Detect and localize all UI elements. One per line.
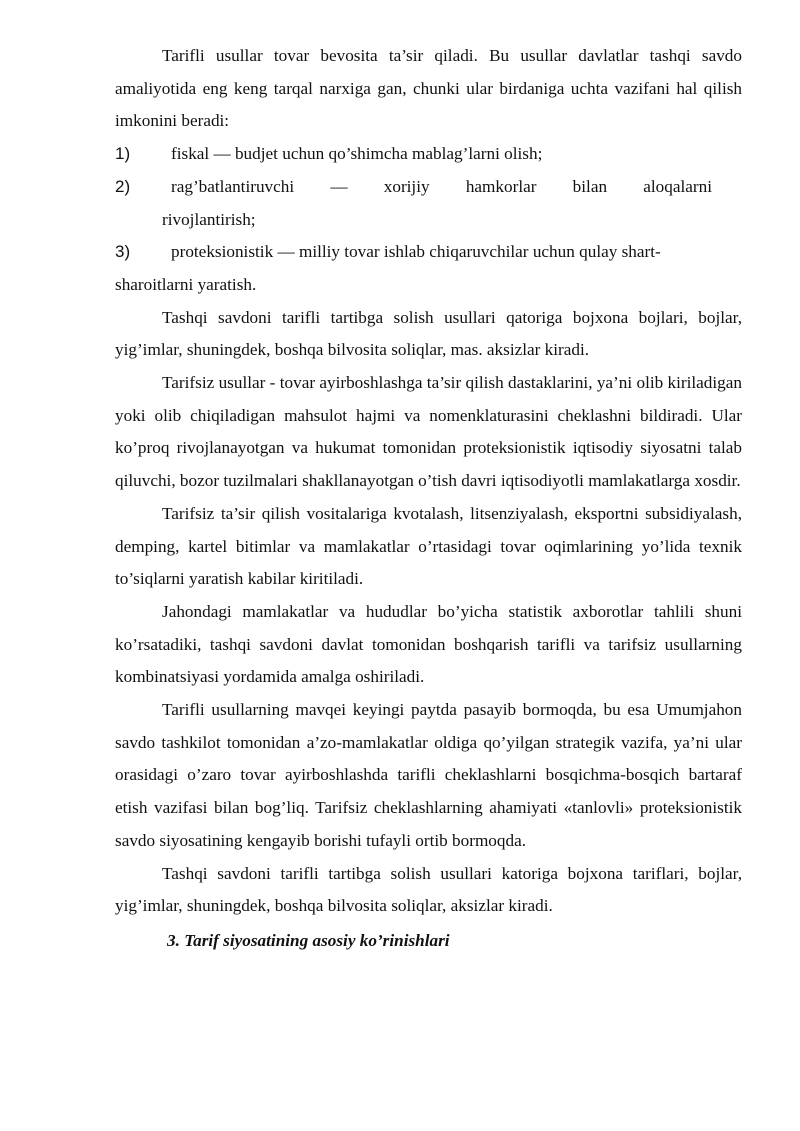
paragraph: Tarifsiz usullar - tovar ayirboshlashga ta’sir qilish dastaklarini, ya’ni olib kiriladigan yoki olib chiqiladigan mahsulot hajmi va nomenklaturasini cheklashni bildiradi. Ular ko’proq rivojlanayotgan va hukumat tomonidan proteksionistik iqtisodiy siyosatni talab qiluvchi, bozor tuzilmalari shakllanayotgan o’tish davri iqtisodiyotli mamlakatlarga xosdir. — [115, 373, 742, 491]
list-word: aloqalarni — [643, 176, 712, 196]
paragraph: Tashqi savdoni tarifli tartibga solish usullari qatoriga bojxona bojlari, bojlar, yig’imlar, shuningdek, boshqa bilvosita soliqlar, mas. aksizlar kiradi. — [115, 307, 742, 360]
document-body — [115, 40, 742, 958]
list-number: 3) — [115, 242, 131, 262]
list-word: hamkorlar — [465, 176, 537, 196]
paragraph: Tarifli usullarning mavqei keyingi paytda pasayib bormoqda, bu esa Umumjahon savdo tashkilot tomonidan a’zo-mamlakatlar oldiga qo’yilgan strategik vazifa, ya’ni ular orasidagi o’zaro tovar ayirboshlashda tarifli cheklashlarni bosqichma-bosqich bartaraf etish vazifasi bilan bog’liq. Tarifsiz cheklashlarning ahamiyati «tanlovli» proteksionistik savdo siyosatining kengayib borishi tufayli ortib bormoqda. — [115, 700, 742, 850]
list-word: bilan — [572, 176, 608, 196]
paragraph: Tarifsiz ta’sir qilish vositalariga kvotalash, litsenziyalash, eksportni subsidiyalash, demping, kartel bitimlar va mamlakatlar o’rtasidagi tovar oqimlarining yo’lida texnik to’siqlarni yaratish kabilar kiritiladi. — [115, 503, 742, 589]
section-heading: 3. Tarif siyosatining asosiy ko’rinishlari — [167, 930, 450, 950]
list-number: 1) — [115, 144, 131, 164]
paragraph: Tarifli usullar tovar bevosita ta’sir qiladi. Bu usullar davlatlar tashqi savdo amaliyotida eng keng tarqal narxiga gan, chunki ular birdaniga uchta vazifani hal qilish imkonini beradi: — [115, 46, 742, 131]
paragraph: Jahondagi mamlakatlar va hududlar bo’yicha statistik axborotlar tahlili shuni ko’rsatadiki, tashqi savdoni davlat tomonidan boshqarish tarifli va tarifsiz usullarning kombinatsiyasi yordamida amalga oshiriladi. — [115, 601, 742, 687]
paragraph: Tashqi savdoni tarifli tartibga solish usullari katoriga bojxona tariflari, bojlar, yig’imlar, shuningdek, boshqa bilvosita soliqlar, aksizlar kiradi. — [115, 863, 742, 916]
list-text-continuation: sharoitlarni yaratish. — [115, 274, 257, 294]
list-text: proteksionistik — milliy tovar ishlab chiqaruvchilar uchun qulay shart- — [171, 242, 661, 262]
list-word: rag’batlantiruvchi — [171, 176, 295, 196]
list-word: xorijiy — [383, 176, 430, 196]
list-item-1 — [115, 138, 742, 171]
list-number: 2) — [115, 176, 131, 196]
list-word: — — [330, 176, 348, 196]
list-text: fiskal — budjet uchun qo’shimcha mablag’larni olish; — [171, 144, 543, 164]
list-text-continuation: rivojlantirish; — [162, 209, 256, 229]
list-item-3 — [115, 236, 742, 301]
list-item-2 — [115, 171, 742, 236]
